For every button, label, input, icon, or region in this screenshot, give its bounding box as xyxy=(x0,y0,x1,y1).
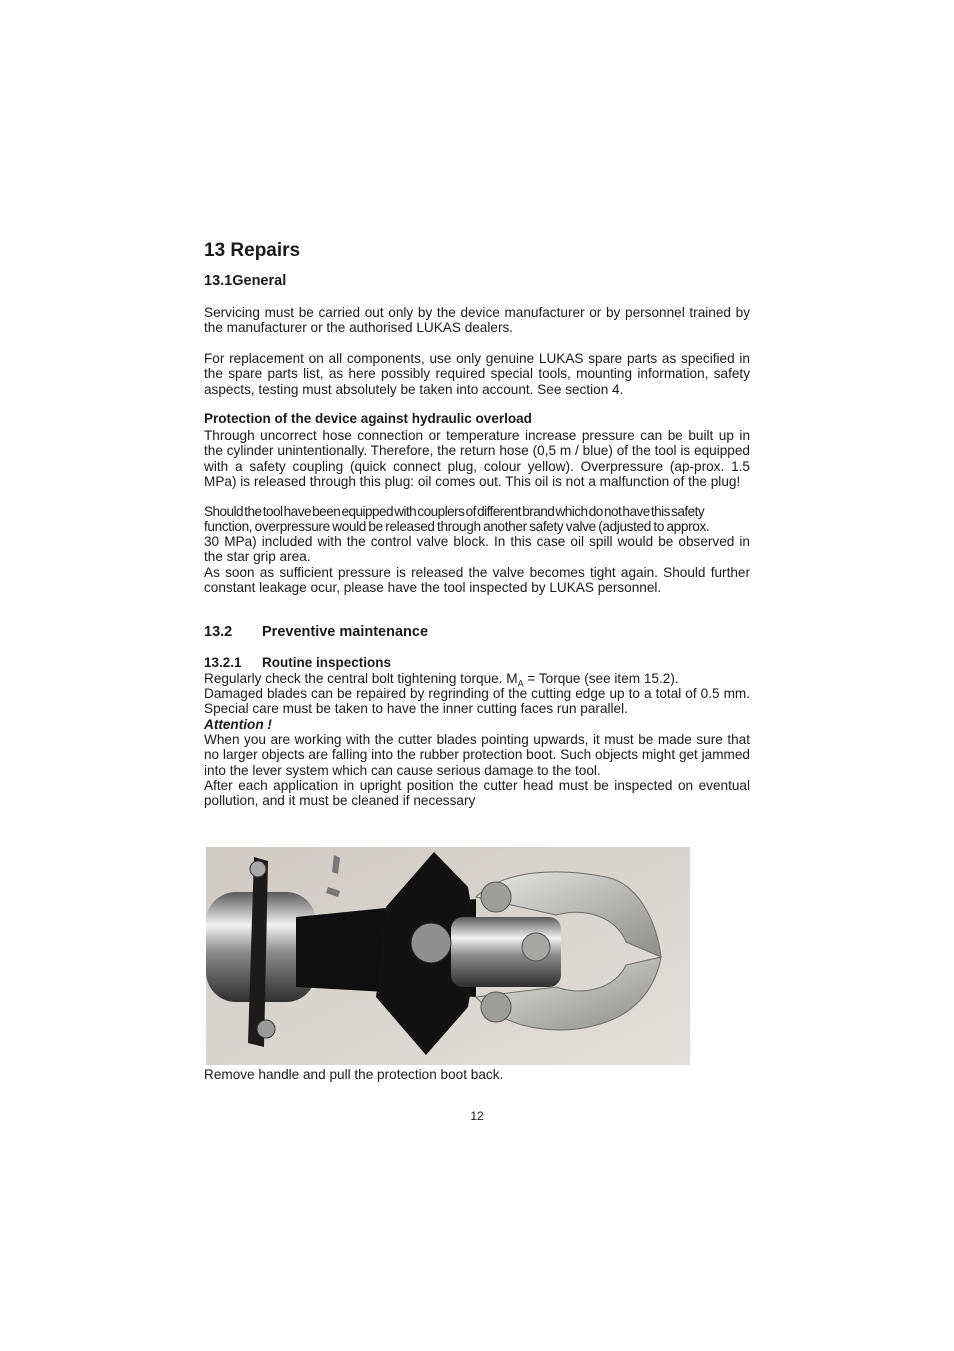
section-heading: 13 Repairs xyxy=(204,240,301,261)
torque-text-pre: Regularly check the central bolt tightening torque. M xyxy=(204,671,518,686)
paragraph-protection-2c: 30 MPa) included with the control valve block. In this case oil spill would be observed in the star grip area. xyxy=(204,534,750,565)
subsubsection-number: 13.2.1 xyxy=(204,655,242,670)
torque-subscript: A xyxy=(517,678,524,689)
page-number: 12 xyxy=(470,1109,484,1123)
attention-label: Attention ! xyxy=(204,717,272,732)
torque-text-post: = Torque (see item 15.2). xyxy=(523,671,679,686)
paragraph-replacement: For replacement on all components, use only genuine LUKAS spare parts as specified in the spare parts list, as here possibly required special tools, mounting information, safety aspects, testing must absolutely be taken into account. See section 4. xyxy=(204,351,750,397)
paragraph-protection-2b: function, overpressure would be released through another safety valve (adjusted to approx. xyxy=(204,519,710,534)
paragraph-protection-3: As soon as sufficient pressure is released the valve becomes tight again. Should further constant leakage ocur, please have the tool inspected by LUKAS personnel. xyxy=(204,565,750,596)
paragraph-servicing: Servicing must be carried out only by the device manufacturer or by personnel trained by the manufacturer or the authorised LUKAS dealers. xyxy=(204,305,750,336)
paragraph-after-application: After each application in upright position the cutter head must be inspected on eventual pollution, and it must be cleaned if necessary xyxy=(204,778,750,809)
paragraph-attention: When you are working with the cutter blades pointing upwards, it must be made sure that no larger objects are falling into the rubber protection boot. Such objects might get jammed into the lever system which can cause serious damage to the tool. xyxy=(204,732,750,778)
protection-title: Protection of the device against hydraulic overload xyxy=(204,411,532,426)
subsubsection-title-text: Routine inspections xyxy=(262,655,392,670)
subsection-title-preventive xyxy=(204,624,750,640)
subsection-number: 13.2 xyxy=(204,624,233,640)
paragraph-protection-1: Through uncorrect hose connection or temperature increase pressure can be built up in the cylinder unintentionally. Therefore, the return hose (0,5 m / blue) of the tool is equipped with a safety coupling (quick connect plug, colour yellow). Overpressure (ap-prox. 1.5 MPa) is released through this plug: oil comes out. This oil is not a malfunction of the plug! xyxy=(204,428,750,489)
tool-photo xyxy=(206,847,690,1065)
subsection-title-text: Preventive maintenance xyxy=(262,624,429,640)
subsubsection-title-routine xyxy=(204,655,750,670)
paragraph-blades: Damaged blades can be repaired by regrinding of the cutting edge up to a total of 0.5 mm. Special care must be taken to have the inner cutting faces run parallel. xyxy=(204,686,750,717)
paragraph-protection-2a: Should the tool have been equipped with couplers of different brand which do not have this safety xyxy=(204,504,705,519)
photo-caption: Remove handle and pull the protection boot back. xyxy=(204,1067,504,1082)
subsection-title-general: 13.1General xyxy=(204,273,287,289)
